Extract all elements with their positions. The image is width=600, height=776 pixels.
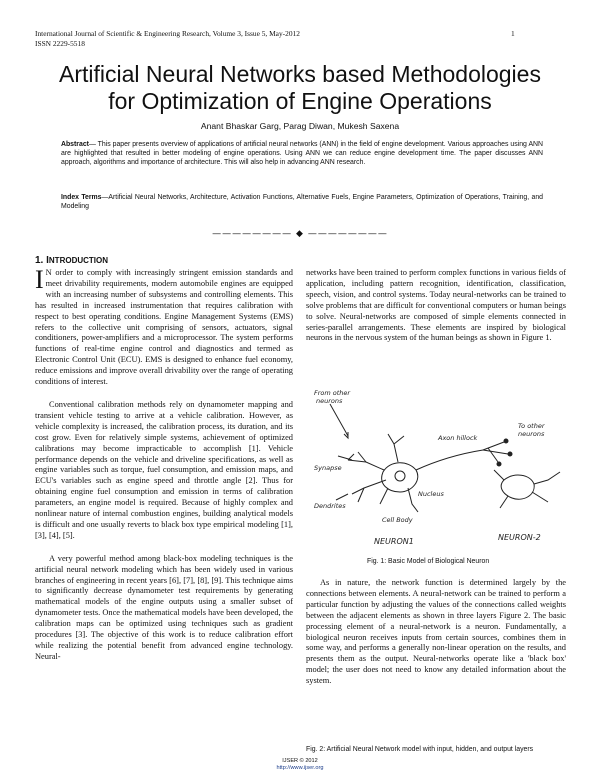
authors: Anant Bhaskar Garg, Parag Diwan, Mukesh Saxena — [200, 121, 400, 131]
index-terms-label: Index Terms — [61, 194, 102, 201]
right-paragraph-1: networks have been trained to perform complex functions in various fields of application, including pattern recognition, identification, classification, speech, vision, and control systems. Today neural-networks can be trained to solve problems that are difficult for conventional computers or human beings to solve. Neural-networks are composed of simple elements connected in series-parallel arrangements. These elements are inspired by biological neurons in the nervous system of the human beings as shown in Figure 1. — [306, 268, 566, 343]
figure-1-caption: Fig. 1: Basic Model of Biological Neuron — [367, 558, 490, 565]
index-terms-text: —Artificial Neural Networks, Architecture, Activation Functions, Alternative Fuels, Engine Parameters, Optimization of Operations, Training, and Modeling — [61, 194, 543, 211]
label-dendrites: Dendrites — [314, 502, 346, 510]
right-column-bottom — [306, 578, 566, 687]
section-title-rest: NTRODUCTION — [48, 256, 109, 265]
figure-1-neuron — [308, 384, 566, 556]
label-neurons-out: neurons — [518, 430, 545, 438]
right-paragraph-2: As in nature, the network function is determined largely by the connections between elements. A neural-network can be trained to perform a particular function by adjusting the values of the connections called weights between the adjacent elements as shown in three layers Figure 2. The basic processing element of a neural-network is a neuron. Fundamentally, a biological neuron receives inputs from certain sources, combines them in some way, and performs a generally non-linear operation on the results, and presents them as the output. Neural-networks operate like a 'black box' model; the user does not need to know any detailed information about the system. — [306, 578, 566, 686]
footer-copyright: IJSER © 2012 — [282, 758, 318, 764]
section-title-first: I — [46, 255, 49, 266]
label-from-other: From other — [314, 389, 351, 397]
abstract-text: — This paper presents overview of applications of artificial neural networks (ANN) in the field of engine development. Various approaches using ANN are highlighted that resulted in better modeling of engine operations. Using ANN we can reduce engine development time. The paper discusses ANN approach, algorithms and importance of architecture. This will also help in advancing ANN research. — [61, 141, 543, 167]
label-neuron1: NEURON1 — [374, 537, 414, 546]
section-number: 1. — [35, 255, 44, 266]
left-paragraph-1 — [35, 265, 293, 388]
index-terms — [61, 193, 543, 211]
label-neuron2: NEURON-2 — [498, 533, 541, 542]
neuron-sketch — [308, 384, 566, 556]
footer-url[interactable]: http://www.ijser.org — [276, 765, 324, 771]
abstract — [61, 140, 543, 168]
nucleus-shape — [395, 471, 405, 481]
left-p1-text: N order to comply with increasingly stringent emission standards and meet drivability requirements, modern automobile engines are equipped with an increasing number of subsystems and controlling elements. This has resulted in increased instrumentation that requires calibration with respect to best operating conditions. Engine Management Systems (EMS) refers to the collective unit comprising of sensors, actuators, signal conditioners, power-amplifiers and a microprocessor. The system performs functions of real-time engine control and diagnostics and termed as Electronic Control Unit (ECU). EMS is designed to enhance fuel economy, reduce emissions and improve overall drivability over the range of operating conditions of interest. — [35, 268, 293, 387]
label-axon-hillock: Axon hillock — [438, 434, 478, 442]
left-column — [35, 265, 293, 663]
paper-title-line2: for Optimization of Engine Operations — [108, 88, 492, 114]
neuron2-body-shape — [501, 475, 534, 499]
left-paragraph-3: A very powerful method among black-box modeling techniques is the artificial neural network modeling which has been widely used in various branches of engineering in recent years [6], [7], [8], [9]. This technique aims to significantly decrease dynamometer test requirements by generating mathematical models of the engine outputs using a smaller subset of dynamometer tests. Once the mathematical models have been developed, the calibration maps can be optimized using techniques such as gradient procedures [3]. The objective of this work is to reduce calibration effort while realizing the potential benefit from advanced engine technology. Neural- — [35, 553, 293, 661]
figure-2-caption: Fig. 2: Artificial Neural Network model with input, hidden, and output layers — [306, 746, 534, 753]
section-heading — [35, 255, 108, 266]
label-cell-body: Cell Body — [382, 516, 413, 524]
left-paragraph-2: Conventional calibration methods rely on dynamometer mapping and transient vehicle testing to arrive at a vehicle calibration. However, as vehicle complexity is increased, the calibration process, its duration, and its cost grow. Even for relatively simple systems, achievement of optimized calibrations may become impracticable to accomplish [1]. Vehicle performance depends on the vehicle and driveline specifications, as well as engine variables such as torque, fuel consumption, and emission maps, and ECU's variables such as engine speed and throttle angle [2]. Thus for obtaining engine fuel consumption and emission in terms of calibration parameters, an engine model is required. Because of highly complex and nonlinear nature of internal combustion engines, building analytical models is difficult and one usually reverts to black box type empirical modeling [1], [3], [4], [5]. — [35, 399, 293, 540]
section-separator: ———————— ◆ ———————— — [212, 229, 388, 239]
label-to-other: To other — [518, 422, 545, 430]
journal-header: International Journal of Scientific & Engineering Research, Volume 3, Issue 5, May-2012 — [35, 29, 300, 38]
page-number: 1 — [511, 29, 515, 38]
right-column-top — [306, 268, 566, 344]
abstract-label: Abstract — [61, 141, 89, 148]
drop-cap: I — [35, 265, 44, 294]
axon-line — [416, 450, 483, 470]
cell-body-shape — [382, 463, 418, 492]
paper-title-line1: Artificial Neural Networks based Methodologies — [59, 61, 541, 87]
label-nucleus: Nucleus — [418, 490, 444, 498]
issn: ISSN 2229-5518 — [35, 39, 85, 48]
label-neurons-in: neurons — [316, 397, 343, 405]
label-synapse: Synapse — [314, 464, 342, 472]
